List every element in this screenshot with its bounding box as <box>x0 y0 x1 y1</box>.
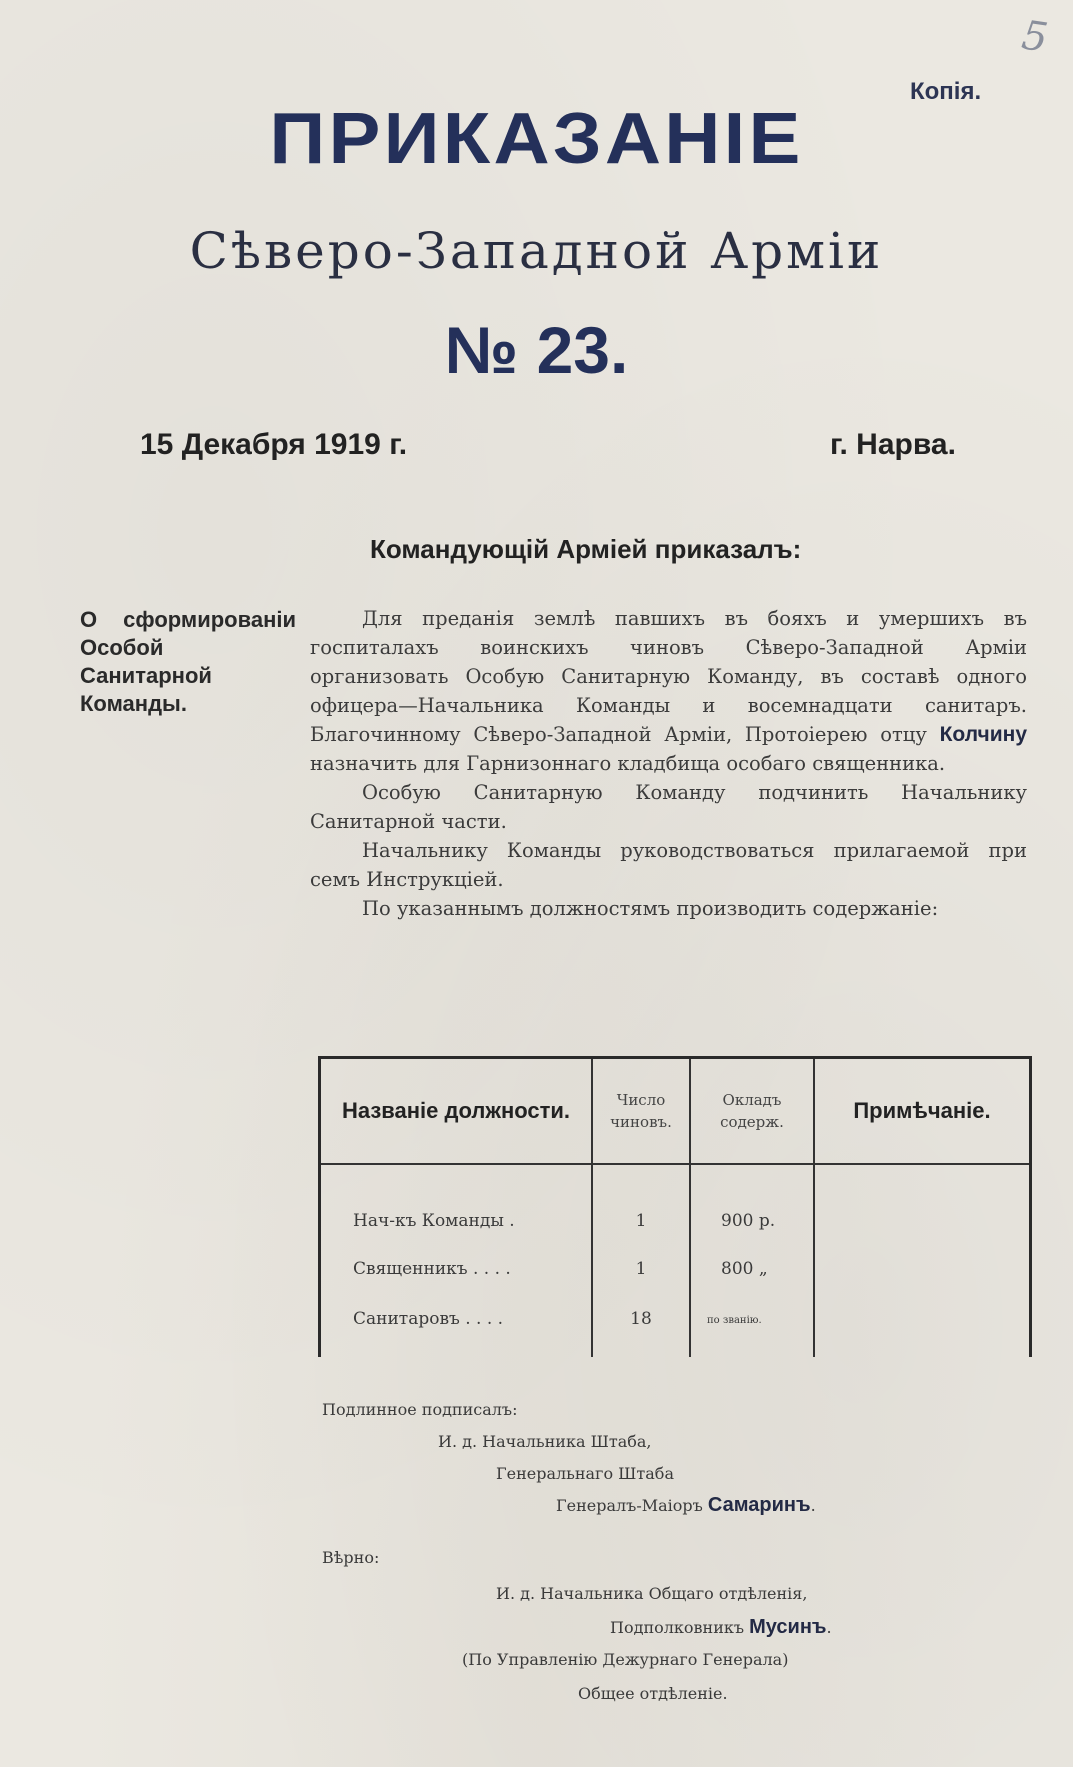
signature-line-5: Подполковникъ Мусинъ. <box>610 1616 832 1638</box>
signature-rank-2: Подполковникъ <box>610 1618 745 1637</box>
table-cell-salary: 800 „ <box>721 1259 768 1279</box>
header-salary-line1: Окладъ <box>722 1091 782 1109</box>
paragraph-1 <box>310 604 1027 778</box>
signature-name-samarin: Самаринъ <box>707 1494 811 1516</box>
signature-line-2: Генеральнаго Штаба <box>496 1464 674 1483</box>
order-place: г. Нарва. <box>830 428 956 461</box>
paragraph-3: Начальнику Команды руководствоваться прилагаемой при семъ Инструкціей. <box>310 839 1027 891</box>
table-cell-position: Нач-къ Команды . <box>353 1211 515 1231</box>
signature-line-4: И. д. Начальника Общаго отдѣленія, <box>496 1584 808 1603</box>
table-cell-salary: 900 р. <box>721 1211 776 1231</box>
table-cell-salary: по званію. <box>707 1315 762 1326</box>
signature-name-musin: Мусинъ <box>749 1616 827 1638</box>
order-date: 15 Декабря 1919 г. <box>140 428 408 461</box>
table-cell-position: Священникъ . . . . <box>353 1259 511 1279</box>
header-count <box>593 1059 689 1163</box>
header-count-line2: чиновъ. <box>610 1113 672 1131</box>
signature-rank: Генералъ-Маіоръ <box>556 1496 703 1515</box>
page-number: 5 <box>1018 12 1051 62</box>
order-body <box>310 604 1027 923</box>
table-cell-count: 1 <box>635 1211 647 1231</box>
header-note: Примѣчаніе. <box>853 1098 991 1123</box>
paragraph-2: Особую Санитарную Команду подчинить Начальнику Санитарной части. <box>310 781 1027 833</box>
table-cell-count: 1 <box>635 1259 647 1279</box>
header-count-line1: Число <box>616 1091 666 1109</box>
signature-line-7: Общее отдѣленіе. <box>578 1684 728 1703</box>
paragraph-4: По указаннымъ должностямъ производить содержаніе: <box>362 897 939 920</box>
header-position: Названіе должности. <box>341 1098 571 1123</box>
margin-note: О сформированіи Особой Санитарной Команды. <box>80 607 296 716</box>
copy-label: Копія. <box>910 78 982 105</box>
document-subtitle: Сѣверо-Западной Арміи <box>189 222 884 280</box>
original-signed-label: Подлинное подписалъ: <box>322 1400 518 1419</box>
verified-label: Вѣрно: <box>322 1548 380 1567</box>
signature-line-1: И. д. Начальника Штаба, <box>438 1432 652 1451</box>
priest-name: Колчину <box>939 723 1027 746</box>
header-salary <box>691 1059 813 1163</box>
order-number: № 23. <box>444 313 629 387</box>
salary-table <box>318 1056 1032 1357</box>
paragraph-1-end: назначить для Гарнизоннаго кладбища особаго священника. <box>310 752 946 775</box>
commander-line: Командующій Арміей приказалъ: <box>370 534 802 564</box>
document-title: ПРИКАЗАНІЕ <box>269 99 804 179</box>
table-cell-count: 18 <box>630 1309 652 1329</box>
signature-line-3: Генералъ-Маіоръ Самаринъ. <box>556 1494 816 1516</box>
header-salary-line2: содерж. <box>720 1113 784 1131</box>
paragraph-1-text: Для преданія землѣ павшихъ въ бояхъ и умершихъ въ госпиталахъ воинскихъ чиновъ Сѣверо-Западной Арміи организовать Особую Санитарную Команду, въ составѣ одного офицера—Начальника Команды и восемнадцати санитаръ. Благочинному Сѣверо-Западной Арміи, Протоіерею отцу <box>310 607 1027 746</box>
table-cell-position: Санитаровъ . . . . <box>353 1309 504 1329</box>
signature-line-6: (По Управленію Дежурнаго Генерала) <box>462 1650 789 1669</box>
